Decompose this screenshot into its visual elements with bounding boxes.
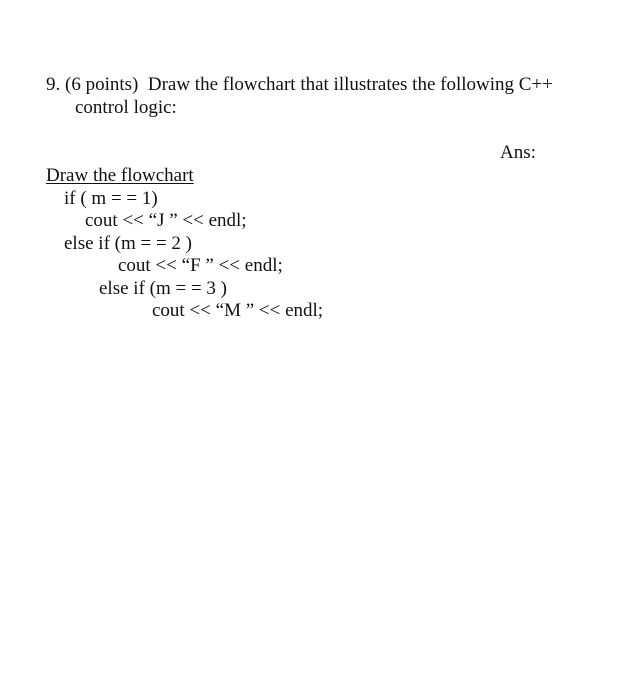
question-line-2: control logic: [75, 97, 177, 118]
answer-label: Ans: [500, 142, 536, 163]
code-line-elseif-m3: else if (m = = 3 ) [99, 278, 228, 299]
code-heading: Draw the flowchart [46, 165, 194, 186]
question-line-1: 9. (6 points) Draw the flowchart that illustrates the following C++ [46, 74, 553, 95]
code-line-cout-f: cout << “F ” << endl; [118, 255, 283, 276]
code-line-elseif-m2: else if (m = = 2 ) [64, 233, 193, 254]
code-line-cout-j: cout << “J ” << endl; [85, 210, 247, 231]
code-line-cout-m: cout << “M ” << endl; [152, 300, 324, 321]
code-line-if-m1: if ( m = = 1) [64, 188, 158, 209]
